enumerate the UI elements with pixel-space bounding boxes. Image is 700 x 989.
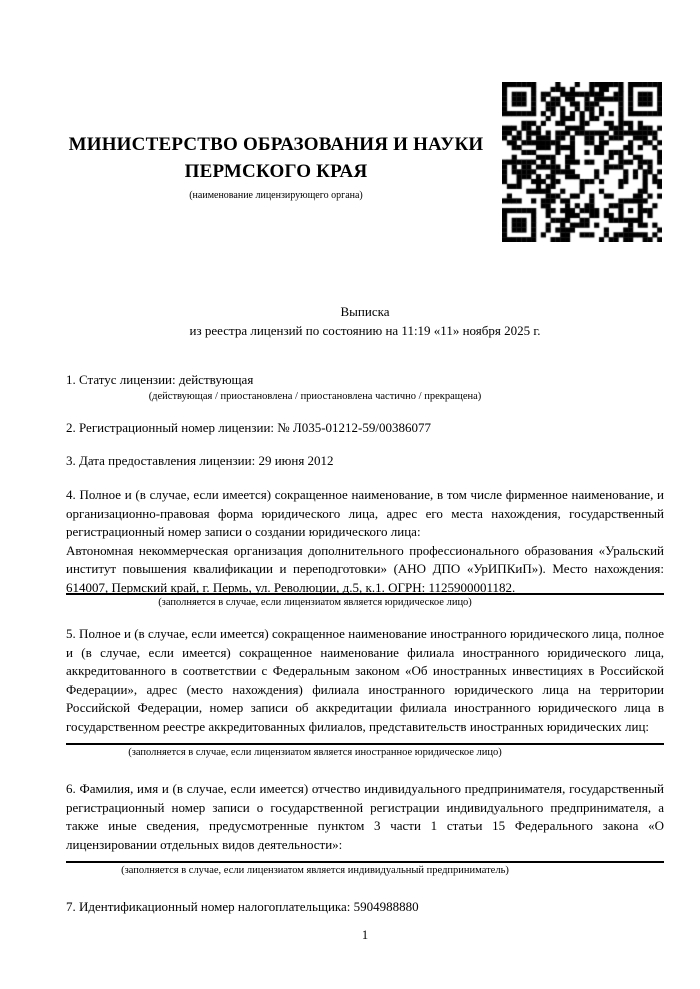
qr-code-icon <box>502 82 662 242</box>
item-foreign-entity-block <box>66 625 664 759</box>
item-grant-date: 3. Дата предоставления лицензии: 29 июня 2012 <box>66 453 334 468</box>
item-taxpayer-id: 7. Идентификационный номер налогоплательщика: 5904988880 <box>66 899 419 914</box>
document-title-block <box>66 302 664 340</box>
legal-entity-label: 4. Полное и (в случае, если имеется) сокращенное наименование, в том числе фирменное наименование, и организационно-правовая форма юридического лица, адрес его места нахождения, государственный регистрационный номер записи о создании юридического лица: <box>66 487 664 539</box>
individual-entrepreneur-caption: (заполняется в случае, если лицензиатом является индивидуальный предприниматель) <box>121 865 509 876</box>
individual-entrepreneur-label: 6. Фамилия, имя и (в случае, если имеется) отчество индивидуального предпринимателя, государственный регистрационный номер записи о государственной регистрации индивидуального предпринимателя, а также иные сведения, предусмотренные пунктом 3 части 1 статьи 15 Федерального закона «О лицензировании отдельных видов деятельности»: <box>66 781 664 852</box>
authority-name-line2: ПЕРМСКОГО КРАЯ <box>184 161 368 182</box>
authority-name <box>46 131 506 185</box>
foreign-entity-fill-in-rule <box>66 743 664 745</box>
document-title: Выписка <box>340 304 390 319</box>
individual-entrepreneur-fill-in-rule <box>66 861 664 863</box>
item-license-status-options-row <box>66 389 664 403</box>
legal-entity-caption: (заполняется в случае, если лицензиатом является юридическое лицо) <box>158 597 472 608</box>
page-number: 1 <box>361 928 369 942</box>
document-subtitle: из реестра лицензий по состоянию на 11:19 «11» ноября 2025 г. <box>189 323 541 338</box>
item-individual-entrepreneur-block <box>66 780 664 877</box>
item-legal-entity-block <box>66 486 664 609</box>
foreign-entity-label: 5. Полное и (в случае, если имеется) сокращенное наименование иностранного юридического лица, полное и (в случае, если имеется) сокращенное наименование филиала иностранного юридического лица, аккредитованного в соответствии с Федеральным законом «Об иностранных инвестициях в Российской Федерации», адрес (место нахождения) филиала иностранного юридического лица на территории Российской Федерации, номер записи об аккредитации филиала иностранного юридического лица в государственном реестре аккредитованных филиалов, представительств иностранных юридических лиц: <box>66 626 664 734</box>
license-status-options-caption: (действующая / приостановлена / приостановлена частично / прекращена) <box>148 391 482 402</box>
item-registration-number: 2. Регистрационный номер лицензии: № Л035-01212-59/00386077 <box>66 420 432 435</box>
legal-entity-value: Автономная некоммерческая организация дополнительного профессионального образования «Уральский институт повышения квалификации и переподготовки» (АНО ДПО «УрИПКиП»). Место нахождения: 614007, Пермский край, г. Пермь, ул. Революции, д.5, к.1. ОГРН: 1125900001182. <box>66 542 664 595</box>
authority-caption: (наименование лицензирующего органа) <box>189 190 363 201</box>
authority-name-line1: МИНИСТЕРСТВО ОБРАЗОВАНИЯ И НАУКИ <box>68 134 484 155</box>
item-license-status: 1. Статус лицензии: действующая <box>66 372 254 387</box>
foreign-entity-caption: (заполняется в случае, если лицензиатом является иностранное юридическое лицо) <box>128 747 502 758</box>
licensing-authority-block <box>46 131 506 202</box>
